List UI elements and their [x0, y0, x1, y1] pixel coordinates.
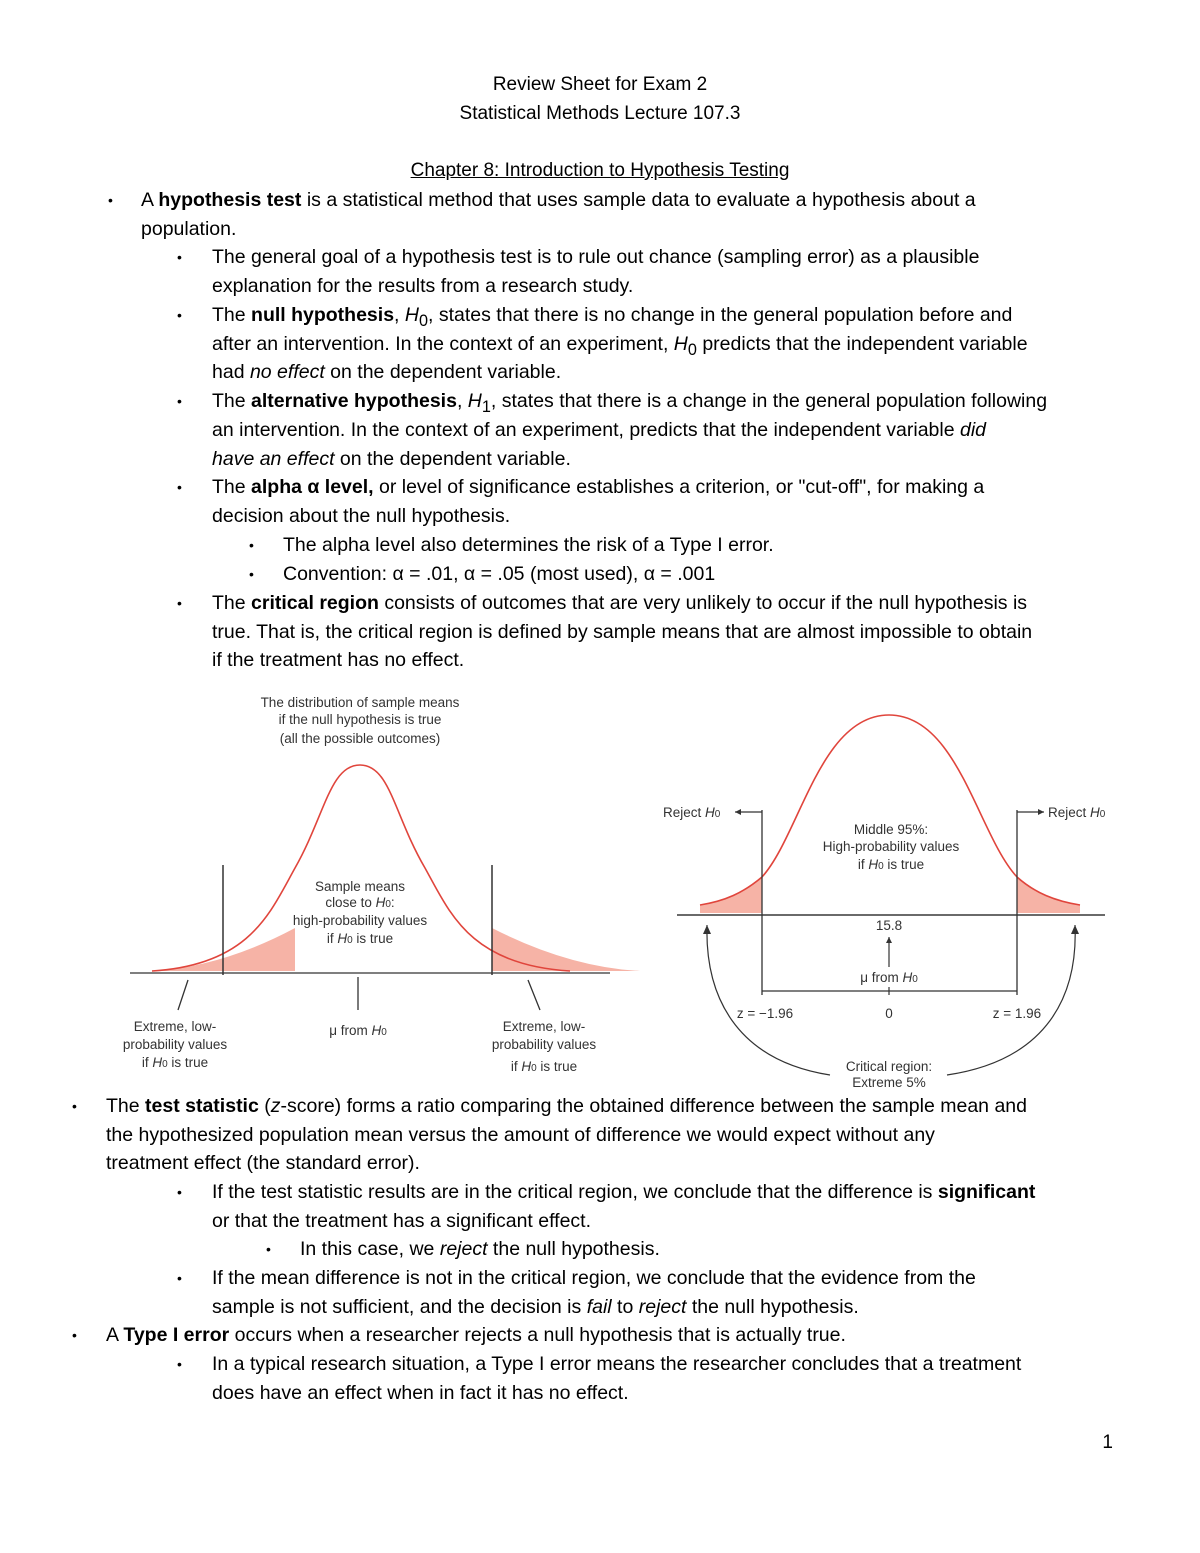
- list-item: The critical region consists of outcomes that are very unlikely to occur if the null hypothesis is: [212, 592, 1028, 614]
- list-item: In a typical research situation, a Type I error means the researcher concludes that a treatment: [212, 1353, 1022, 1375]
- list-item: If the mean difference is not in the critical region, we conclude that the evidence from the: [212, 1267, 976, 1289]
- center-label-1: Sample means: [314, 879, 406, 894]
- bullet-marker: •: [249, 537, 254, 553]
- list-item-cont: does have an effect when in fact it has no effect.: [212, 1382, 629, 1404]
- middle-label-3: if H0 is true: [857, 857, 925, 872]
- right-pointer: [528, 980, 540, 1010]
- bullet-marker: •: [72, 1098, 77, 1114]
- center-label-2: close to H0:: [325, 895, 395, 910]
- right-tail-shade: [492, 928, 640, 971]
- list-item-cont: decision about the null hypothesis.: [212, 505, 511, 527]
- list-item-cont: have an effect on the dependent variable.: [212, 448, 571, 470]
- figure-caption-1: The distribution of sample means: [260, 695, 460, 710]
- list-item: The alpha level also determines the risk of a Type I error.: [283, 534, 774, 556]
- list-item-cont: the hypothesized population mean versus the amount of difference we would expect without any: [106, 1124, 935, 1146]
- middle-label: μ from H0: [329, 1023, 387, 1038]
- list-item-cont: an intervention. In the context of an experiment, predicts that the independent variable did: [212, 419, 987, 441]
- right-arrowhead: [1038, 809, 1044, 815]
- bullet-marker: •: [108, 192, 113, 208]
- middle-label-1: Middle 95%:: [853, 822, 929, 837]
- figure-caption-3: (all the possible outcomes): [279, 731, 441, 746]
- list-item: The alpha α level, or level of significance establishes a criterion, or "cut-off", for making a: [212, 476, 985, 498]
- right-label-3: if H0 is true: [510, 1059, 578, 1074]
- left-arrowhead: [735, 809, 741, 815]
- list-item: In this case, we reject the null hypothesis.: [300, 1238, 660, 1260]
- list-item: The alternative hypothesis, $H_1$, states that there is a change in the general population following: [212, 390, 1048, 416]
- list-item: The general goal of a hypothesis test is to rule out chance (sampling error) as a plausible: [212, 246, 980, 268]
- list-item: A Type I error occurs when a researcher rejects a null hypothesis that is actually true.: [106, 1324, 846, 1346]
- right-label-1: Extreme, low-: [502, 1019, 586, 1034]
- right-label-2: probability values: [491, 1037, 597, 1052]
- critical-region-label-1: Critical region:: [845, 1059, 933, 1074]
- left-critical-shade: [700, 877, 762, 913]
- center-label-3: high-probability values: [292, 913, 428, 928]
- mu-arrowhead: [886, 937, 892, 943]
- left-critical-bracket: [707, 925, 830, 1075]
- z-left-label: z = −1.96: [736, 1006, 794, 1021]
- bullet-marker: •: [177, 1356, 182, 1372]
- mu-label: μ from H0: [860, 970, 918, 985]
- bullet-marker: •: [177, 249, 182, 265]
- list-item-cont: explanation for the results from a research study.: [212, 275, 634, 297]
- left-label-2: probability values: [122, 1037, 228, 1052]
- list-item-cont: had no effect on the dependent variable.: [212, 361, 562, 383]
- normal-curve: [700, 715, 1080, 905]
- critical-region-label-2: Extreme 5%: [852, 1075, 926, 1090]
- left-label-3: if H0 is true: [141, 1055, 209, 1070]
- page-title: Review Sheet for Exam 2: [492, 74, 708, 95]
- bullet-marker: •: [72, 1327, 77, 1343]
- list-item: The test statistic (z-score) forms a ratio comparing the obtained difference between the sample mean and: [106, 1095, 1027, 1117]
- sample-means-distribution-figure: [100, 685, 640, 1080]
- right-bracket-arrowhead: [1071, 925, 1079, 934]
- left-label-1: Extreme, low-: [133, 1019, 217, 1034]
- list-item: The null hypothesis, $H_0$, states that there is no change in the general population before and: [212, 304, 1013, 330]
- list-item-cont: true. That is, the critical region is defined by sample means that are almost impossible to obtain: [212, 621, 1033, 643]
- left-pointer: [178, 980, 188, 1010]
- bullet-marker: •: [177, 307, 182, 323]
- middle-label-2: High-probability values: [822, 839, 960, 854]
- list-item-cont: population.: [141, 218, 237, 240]
- bullet-marker: •: [177, 1184, 182, 1200]
- critical-region-figure: [655, 705, 1135, 1090]
- list-item-cont: sample is not sufficient, and the decision is fail to reject the null hypothesis.: [212, 1296, 859, 1318]
- page-number: 1: [1102, 1432, 1113, 1453]
- bullet-marker: •: [177, 479, 182, 495]
- list-item: Convention: α = .01, α = .05 (most used), α = .001: [283, 563, 716, 585]
- page-subtitle: Statistical Methods Lecture 107.3: [459, 103, 741, 124]
- bullet-marker: •: [249, 566, 254, 582]
- bullet-marker: •: [177, 595, 182, 611]
- list-item: A hypothesis test is a statistical method that uses sample data to evaluate a hypothesis about a: [141, 189, 976, 211]
- list-item-cont: after an intervention. In the context of an experiment, $H_0$ predicts that the independent variable: [212, 333, 1028, 359]
- bullet-marker: •: [266, 1241, 271, 1257]
- right-critical-bracket: [947, 925, 1075, 1075]
- list-item: If the test statistic results are in the critical region, we conclude that the difference is significant: [212, 1181, 1036, 1203]
- bullet-marker: •: [177, 393, 182, 409]
- chapter-heading: Chapter 8: Introduction to Hypothesis Testing: [410, 160, 790, 181]
- left-bracket-arrowhead: [703, 925, 711, 934]
- z-right-label: z = 1.96: [992, 1006, 1042, 1021]
- z-zero-label: 0: [885, 1006, 893, 1021]
- reject-right-label: Reject H0: [1048, 805, 1106, 820]
- figure-caption-2: if the null hypothesis is true: [278, 712, 442, 727]
- right-critical-shade: [1017, 877, 1080, 913]
- list-item-cont: or that the treatment has a significant effect.: [212, 1210, 592, 1232]
- list-item-cont: if the treatment has no effect.: [212, 649, 465, 671]
- center-label-4: if H0 is true: [326, 931, 394, 946]
- mean-value: 15.8: [875, 918, 903, 933]
- list-item-cont: treatment effect (the standard error).: [106, 1152, 420, 1174]
- reject-left-label: Reject H0: [663, 805, 721, 820]
- bullet-marker: •: [177, 1270, 182, 1286]
